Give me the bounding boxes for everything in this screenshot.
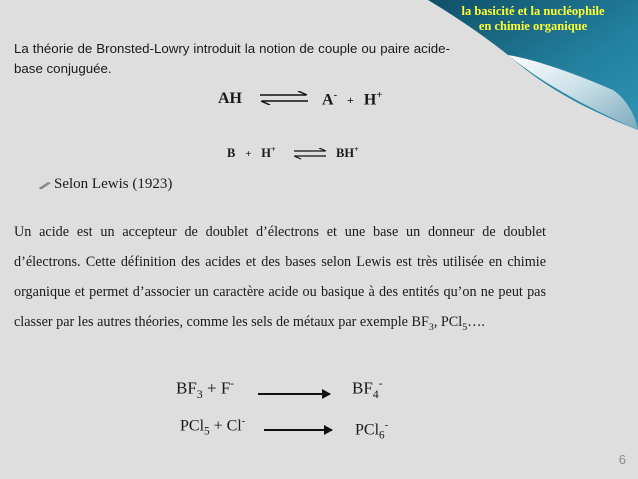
page-number: 6 [618, 452, 626, 467]
equilibrium-1 [218, 90, 242, 108]
r1-bf: BF [176, 378, 197, 398]
paragraph-text: Un acide est un accepteur de doublet d’électrons et une base un donneur de doublet d’électrons. Cette définition des acides et des bases selon Lewis est très utilisée en chimie organique et permet d’associer un caractère acide ou basique à des entités qu’on ne peut pas classer par les autres théories, comme les sels de métaux par exemple BF [14, 224, 546, 330]
equilibrium-arrows-2 [292, 148, 328, 160]
r2-pcl-sub: 5 [204, 425, 210, 438]
intro-text: La théorie de Bronsted-Lowry introduit la notion de couple ou paire acide-base conjuguée. [14, 41, 450, 76]
paragraph-mid: , PCl [433, 314, 463, 330]
r2-pcl6-sub: 6 [379, 429, 385, 442]
r1-bf4-charge: - [378, 378, 383, 390]
reaction-2-lhs [180, 416, 245, 438]
pencil-bullet-icon [38, 180, 52, 190]
lewis-paragraph [14, 217, 546, 343]
r1-f-charge: - [230, 378, 234, 390]
header-title-line1: la basicité et la nucléophile [461, 4, 605, 18]
r1-plus-f: + F [202, 378, 231, 398]
eq1-proton-charge: + [376, 90, 383, 101]
eq2-right [336, 145, 359, 161]
r2-pcl6: PCl [355, 421, 380, 439]
r1-bf4-sub: 4 [372, 387, 379, 402]
r1-bf-sub: 3 [196, 387, 203, 402]
bullet-label: Selon Lewis (1923) [54, 176, 173, 192]
eq2-acid-charge: + [354, 145, 359, 154]
r2-plus-cl: + Cl [209, 417, 242, 435]
header-title [438, 4, 628, 34]
reaction-2-rhs [355, 420, 388, 442]
r2-pcl: PCl [180, 417, 205, 435]
equilibrium-2 [227, 145, 276, 161]
eq2-acid: BH [336, 146, 355, 161]
eq1-right [322, 90, 382, 109]
r2-pcl6-charge: - [384, 420, 389, 431]
eq1-anion: A [322, 91, 334, 109]
eq2-proton: H [261, 146, 272, 161]
eq1-anion-charge: - [333, 90, 338, 101]
eq1-plus: + [347, 93, 354, 108]
eq1-left: AH [218, 90, 242, 107]
equilibrium-arrows-1 [258, 91, 310, 105]
header-title-line2: en chimie organique [478, 19, 588, 33]
bullet-item [38, 176, 172, 193]
eq2-proton-charge: + [271, 145, 276, 154]
eq2-plus: + [245, 149, 252, 161]
paragraph-tail: …. [467, 314, 485, 330]
reaction-1-lhs [176, 378, 234, 402]
eq2-base: B [227, 146, 236, 161]
paragraph-sub2: 5 [462, 321, 468, 333]
reaction-2-arrow [264, 429, 332, 431]
eq1-proton: H [363, 91, 377, 109]
r2-cl-charge: - [241, 416, 246, 427]
paragraph-sub1: 3 [428, 321, 434, 333]
r1-bf4: BF [352, 378, 373, 398]
reaction-1-rhs [352, 378, 382, 402]
reaction-1-arrow [258, 393, 330, 395]
